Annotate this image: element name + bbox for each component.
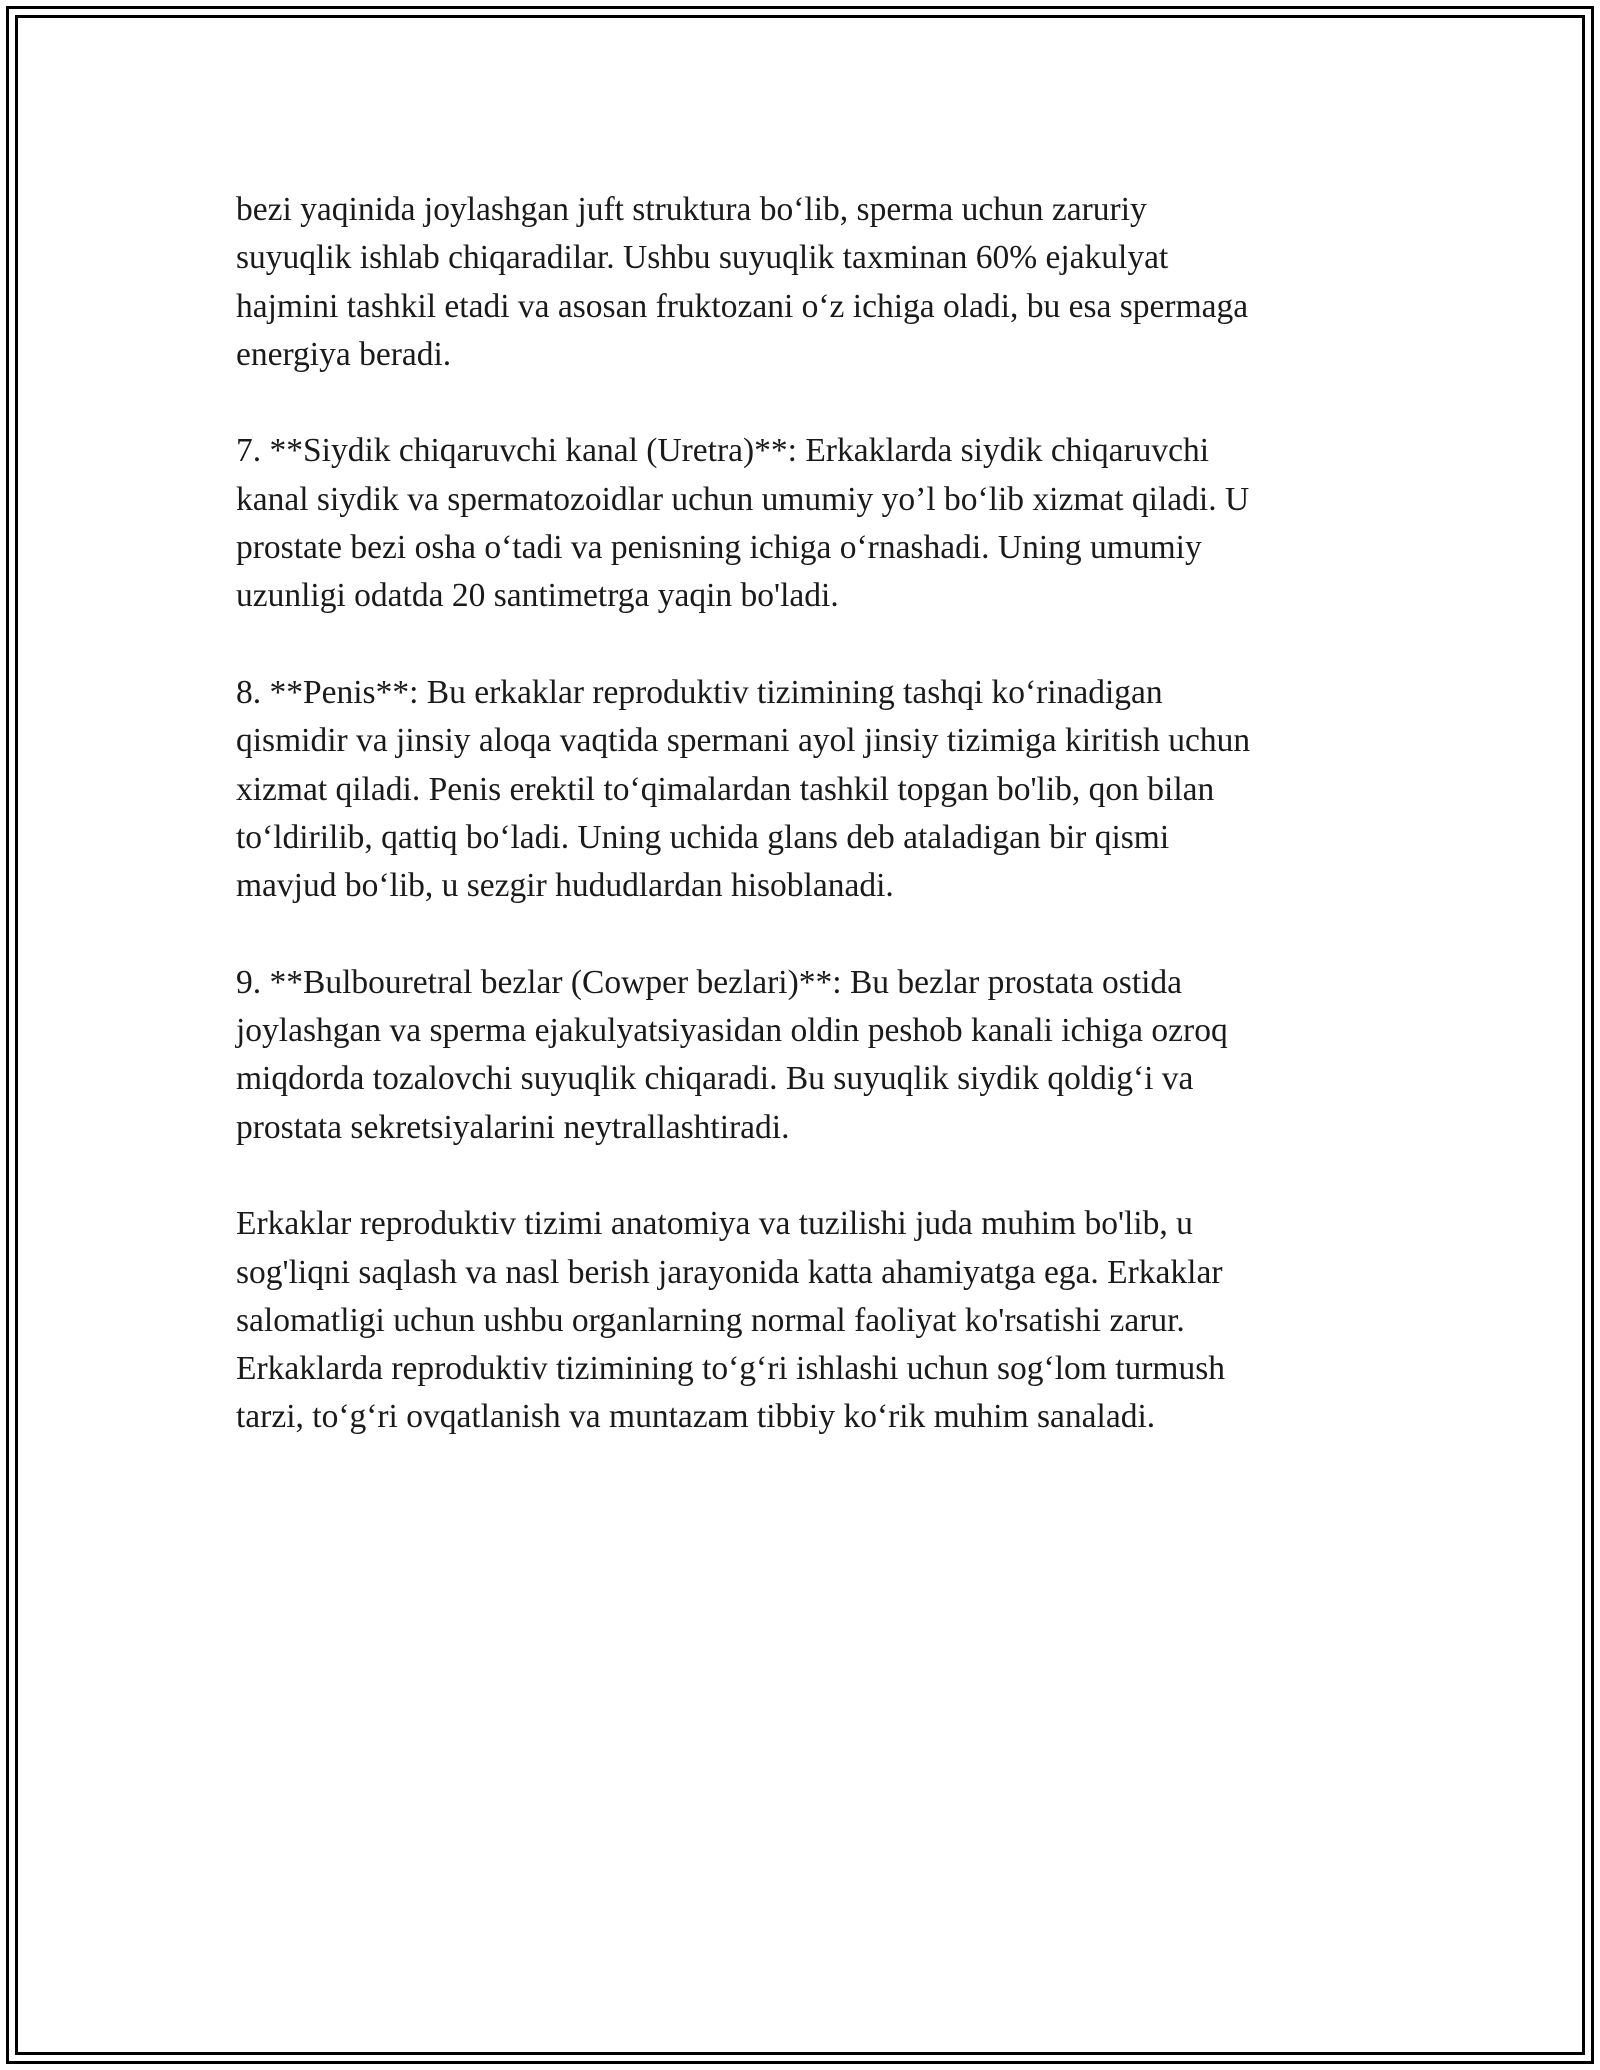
text-line: qismidir va jinsiy aloqa vaqtida spermani ayol jinsiy tizimiga kiritish uchun xyxy=(236,722,1251,760)
paragraph-bulbourethral-glands xyxy=(236,959,1366,1152)
text-line: prostate bezi osha o‘tadi va penisning ichiga o‘rnashadi. Uning umumiy xyxy=(236,529,1202,567)
text-line: suyuqlik ishlab chiqaradilar. Ushbu suyuqlik taxminan 60% ejakulyat xyxy=(236,239,1169,277)
text-line: hajmini tashkil etadi va asosan fruktozani o‘z ichiga oladi, bu esa spermaga xyxy=(236,287,1249,325)
text-line: Erkaklar reproduktiv tizimi anatomiya va tuzilishi juda muhim bo'lib, u xyxy=(236,1205,1193,1243)
text-line: mavjud bo‘lib, u sezgir hududlardan hisoblanadi. xyxy=(236,867,894,905)
paragraph-penis xyxy=(236,669,1366,910)
text-line: uzunligi odatda 20 santimetrga yaqin bo'ladi. xyxy=(236,577,839,615)
text-line: miqdorda tozalovchi suyuqlik chiqaradi. Bu suyuqlik siydik qoldig‘i va xyxy=(236,1060,1194,1098)
text-line: prostata sekretsiyalarini neytrallashtiradi. xyxy=(236,1108,790,1146)
text-line: xizmat qiladi. Penis erektil to‘qimalardan tashkil topgan bo'lib, qon bilan xyxy=(236,770,1215,808)
text-line: 9. **Bulbouretral bezlar (Cowper bezlari)**: Bu bezlar prostata ostida xyxy=(236,963,1183,1001)
text-line: 7. **Siydik chiqaruvchi kanal (Uretra)**: Erkaklarda siydik chiqaruvchi xyxy=(236,432,1210,470)
text-line: energiya beradi. xyxy=(236,335,452,373)
text-line: 8. **Penis**: Bu erkaklar reproduktiv tizimining tashqi ko‘rinadigan xyxy=(236,673,1163,711)
paragraph-seminal-vesicles xyxy=(236,186,1366,379)
text-line: to‘ldirilib, qattiq bo‘ladi. Uning uchida glans deb ataladigan bir qismi xyxy=(236,818,1170,856)
text-line: tarzi, to‘g‘ri ovqatlanish va muntazam tibbiy ko‘rik muhim sanaladi. xyxy=(236,1398,1156,1436)
paragraph-urethra xyxy=(236,427,1366,620)
text-line: Erkaklarda reproduktiv tizimining to‘g‘ri ishlashi uchun sog‘lom turmush xyxy=(236,1350,1226,1388)
text-line: salomatligi uchun ushbu organlarning normal faoliyat ko'rsatishi zarur. xyxy=(236,1301,1185,1339)
document-body xyxy=(236,186,1366,1490)
text-line: joylashgan va sperma ejakulyatsiyasidan oldin peshob kanali ichiga ozroq xyxy=(236,1012,1228,1050)
text-line: sog'liqni saqlash va nasl berish jarayonida katta ahamiyatga ega. Erkaklar xyxy=(236,1253,1223,1291)
text-line: bezi yaqinida joylashgan juft struktura bo‘lib, sperma uchun zaruriy xyxy=(236,191,1147,228)
paragraph-conclusion xyxy=(236,1200,1366,1441)
text-line: kanal siydik va spermatozoidlar uchun umumiy yo’l bo‘lib xizmat qiladi. U xyxy=(236,480,1250,518)
